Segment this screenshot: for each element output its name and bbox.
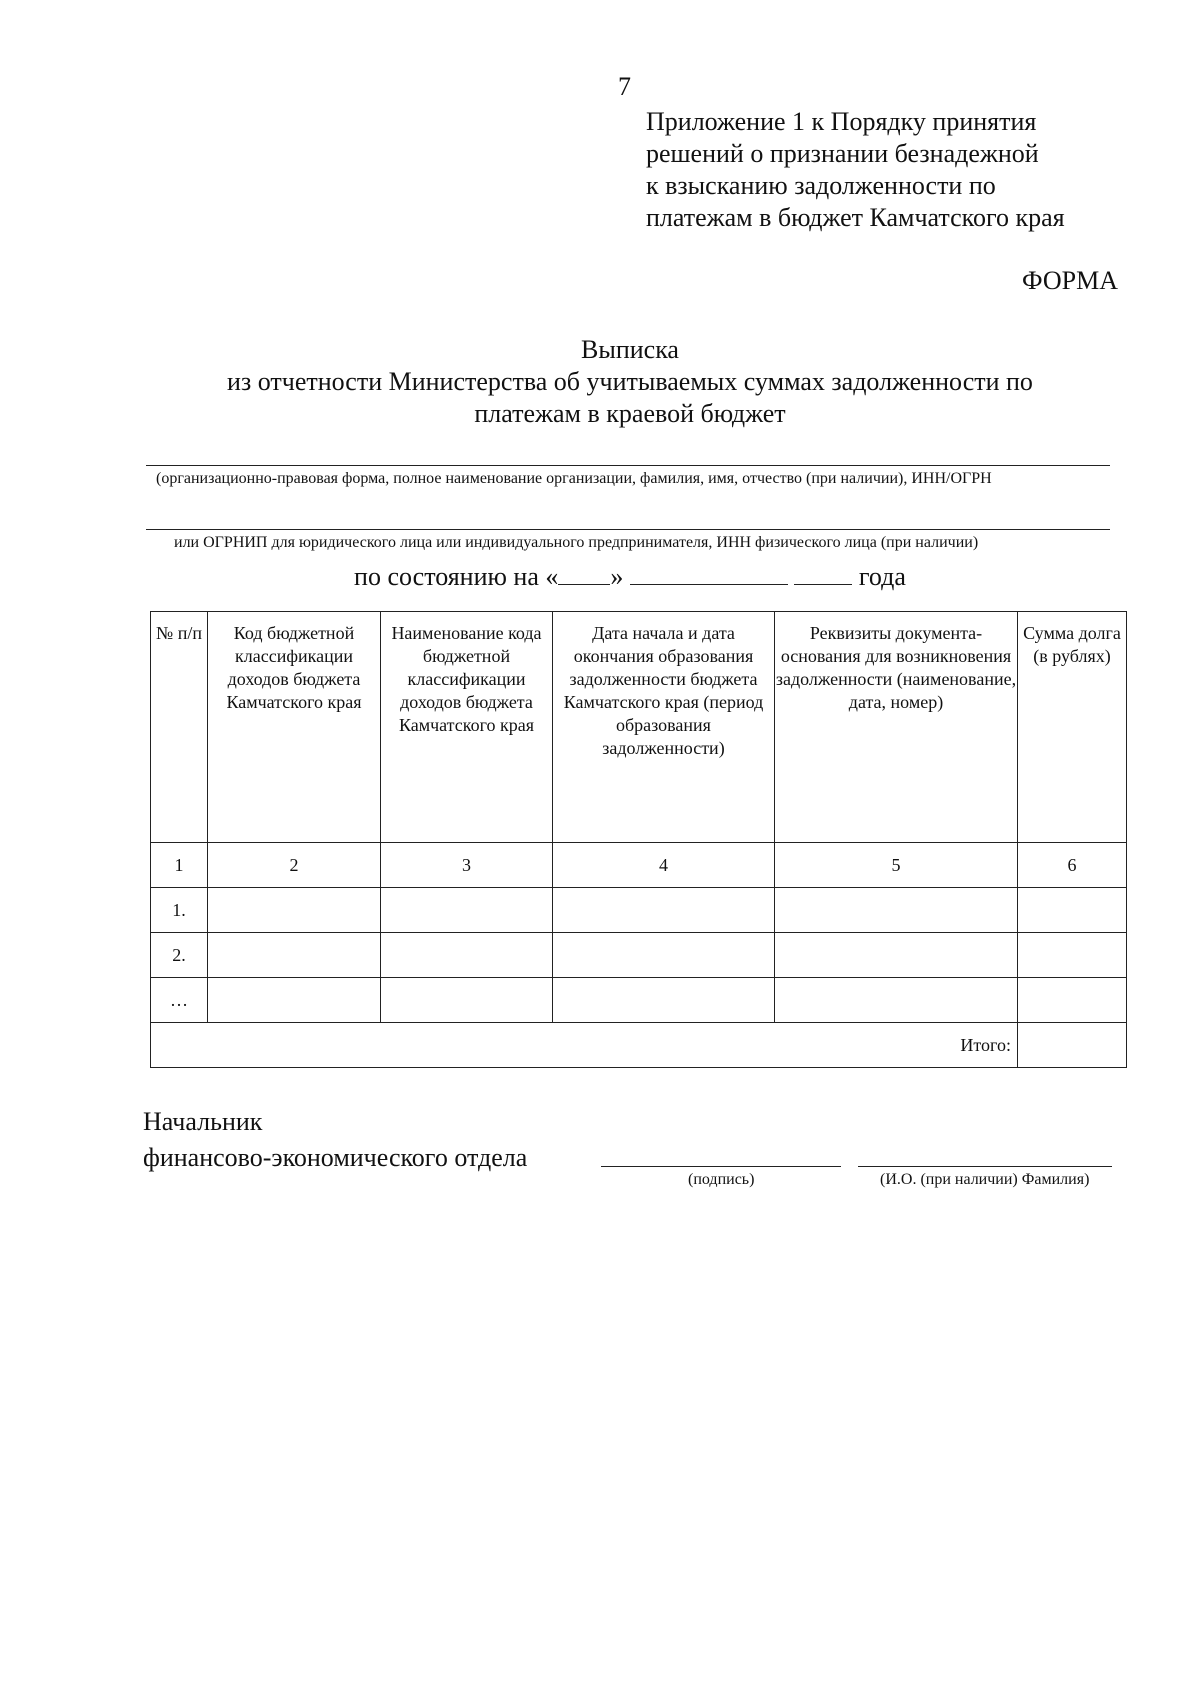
row-number: 2. <box>151 933 208 978</box>
signature-caption: (подпись) <box>688 1171 755 1188</box>
document-title <box>0 334 1200 430</box>
appendix-header <box>646 106 1065 234</box>
column-number: 3 <box>381 843 553 888</box>
title-line: из отчетности Министерства об учитываемых суммах задолженности по <box>227 367 1033 396</box>
name-caption: (И.О. (при наличии) Фамилия) <box>880 1171 1090 1188</box>
title-line: платежам в краевой бюджет <box>474 399 786 428</box>
cell-budget-code[interactable] <box>208 933 381 978</box>
header-amount: Сумма долга (в рублях) <box>1018 612 1127 843</box>
title-line: Выписка <box>581 335 679 364</box>
cell-document[interactable] <box>775 978 1018 1023</box>
cell-budget-code[interactable] <box>208 888 381 933</box>
as-of-mid: » <box>610 562 624 591</box>
cell-period[interactable] <box>553 933 775 978</box>
as-of-date-line <box>0 562 1200 592</box>
table-row <box>151 978 1127 1023</box>
organization-id-line[interactable] <box>146 529 1110 530</box>
header-document: Реквизиты документа-основания для возникновения задолженности (наименование, дата, номер) <box>775 612 1018 843</box>
header-number: № п/п <box>151 612 208 843</box>
day-blank[interactable] <box>558 562 610 585</box>
row-number: … <box>151 978 208 1023</box>
table-row <box>151 933 1127 978</box>
cell-code-name[interactable] <box>381 933 553 978</box>
table-row <box>151 888 1127 933</box>
position-line: финансово-экономического отдела <box>143 1143 528 1172</box>
page-number: 7 <box>618 72 631 101</box>
column-number: 5 <box>775 843 1018 888</box>
appendix-line: платежам в бюджет Камчатского края <box>646 203 1065 232</box>
cell-amount[interactable] <box>1018 888 1127 933</box>
position-line: Начальник <box>143 1107 263 1136</box>
cell-amount[interactable] <box>1018 933 1127 978</box>
total-label: Итого: <box>151 1023 1018 1068</box>
column-number-row <box>151 843 1127 888</box>
signature-line[interactable] <box>601 1166 841 1167</box>
organization-name-line[interactable] <box>146 465 1110 466</box>
table-header-row <box>151 612 1127 843</box>
as-of-suffix: года <box>858 562 906 591</box>
header-code-name: Наименование кода бюджетной классификации доходов бюджета Камчатского края <box>381 612 553 843</box>
column-number: 6 <box>1018 843 1127 888</box>
signatory-position <box>143 1104 527 1176</box>
cell-code-name[interactable] <box>381 978 553 1023</box>
cell-period[interactable] <box>553 978 775 1023</box>
cell-document[interactable] <box>775 888 1018 933</box>
appendix-line: решений о признании безнадежной <box>646 139 1039 168</box>
cell-period[interactable] <box>553 888 775 933</box>
total-row <box>151 1023 1127 1068</box>
organization-id-caption: или ОГРНИП для юридического лица или индивидуального предпринимателя, ИНН физического лица (при наличии) <box>174 534 979 551</box>
column-number: 2 <box>208 843 381 888</box>
cell-code-name[interactable] <box>381 888 553 933</box>
column-number: 4 <box>553 843 775 888</box>
debt-table <box>150 611 1127 1068</box>
row-number: 1. <box>151 888 208 933</box>
as-of-prefix: по состоянию на « <box>354 562 559 591</box>
header-period: Дата начала и дата окончания образования задолженности бюджета Камчатского края (период образования задолженности) <box>553 612 775 843</box>
cell-budget-code[interactable] <box>208 978 381 1023</box>
form-label: ФОРМА <box>1022 266 1118 295</box>
year-blank[interactable] <box>794 562 852 585</box>
column-number: 1 <box>151 843 208 888</box>
header-budget-code: Код бюджетной классификации доходов бюджета Камчатского края <box>208 612 381 843</box>
cell-amount[interactable] <box>1018 978 1127 1023</box>
organization-caption: (организационно-правовая форма, полное наименование организации, фамилия, имя, отчество (при наличии), ИНН/ОГРН <box>156 470 992 487</box>
name-line[interactable] <box>858 1166 1112 1167</box>
appendix-line: к взысканию задолженности по <box>646 171 996 200</box>
total-amount-cell[interactable] <box>1018 1023 1127 1068</box>
cell-document[interactable] <box>775 933 1018 978</box>
appendix-line: Приложение 1 к Порядку принятия <box>646 107 1037 136</box>
month-blank[interactable] <box>630 562 788 585</box>
